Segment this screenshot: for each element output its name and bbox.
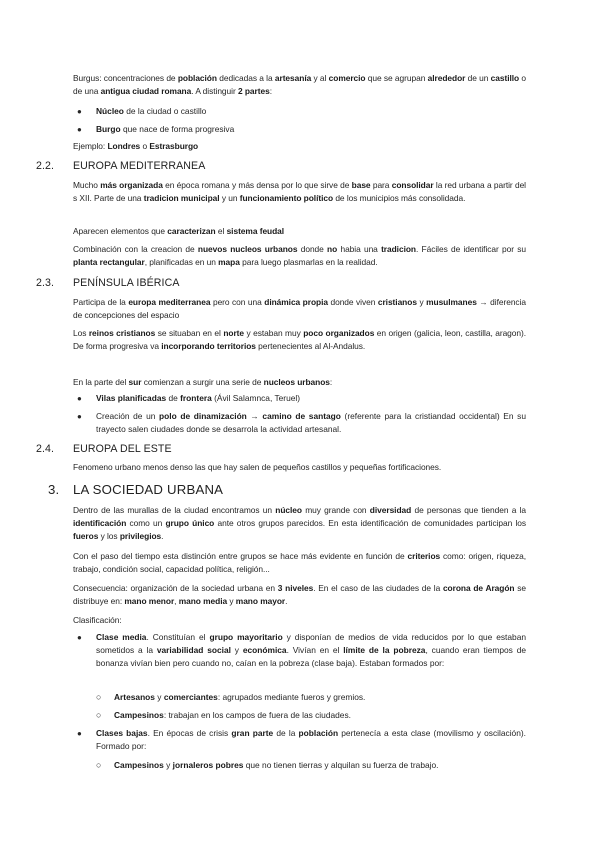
bold-text: Núcleo — [96, 106, 124, 116]
list-item-text — [96, 728, 526, 751]
bold-text: sistema feudal — [226, 226, 285, 236]
text-run: de los municipios más consolidada. — [333, 193, 466, 203]
text-run: y — [154, 692, 164, 702]
text-run: en época romana y más densa por lo que sirve de — [162, 180, 352, 190]
text-run: . Vivían en el — [286, 645, 344, 655]
paragraph — [73, 550, 526, 576]
bold-text: dinámica propia — [264, 297, 328, 307]
text-run: Combinación con la creacion de — [73, 244, 198, 254]
text-run: → diferencia de concepciones del espacio — [73, 297, 526, 320]
bold-text: Burgo — [96, 124, 121, 134]
bold-text: gran parte — [231, 728, 274, 738]
bold-text: no — [327, 244, 338, 254]
bold-text: población — [298, 728, 339, 738]
text-run: de la — [273, 728, 299, 738]
bold-text: mapa — [218, 257, 240, 267]
text-run: de — [166, 393, 181, 403]
list-item — [77, 123, 526, 136]
list-item-text — [96, 411, 526, 434]
paragraph — [73, 504, 526, 543]
paragraph: Clasificación: — [73, 615, 122, 625]
bold-text: nucleos urbanos — [263, 377, 330, 387]
section-number: 3. — [48, 482, 60, 497]
text-run: en origen (galicia, leon, castilla, aragon). De forma progresiva va — [73, 328, 527, 351]
bold-text: identificación — [73, 518, 127, 528]
list-item — [77, 105, 526, 118]
list-item-text — [96, 106, 206, 116]
list-item — [96, 709, 526, 722]
bullet-icon: ● — [77, 729, 82, 738]
section-title: PENÍNSULA IBÉRICA — [73, 277, 180, 289]
text-run: pertenecía a esta clase (movilismo y oscilación). Formado por: — [96, 728, 526, 751]
text-run: , planificadas en un — [144, 257, 219, 267]
section-title: EUROPA MEDITERRANEA — [73, 160, 206, 172]
text-run: pertenecientes al Al-Andalus. — [255, 341, 366, 351]
bold-text: consolidar — [391, 180, 434, 190]
paragraph — [73, 296, 526, 322]
paragraph — [73, 582, 526, 608]
text-run: y los — [98, 531, 120, 541]
text-run: Con el paso del tiempo esta distinción entre grupos se hace más evidente en función de — [73, 551, 408, 561]
list-item — [77, 631, 527, 670]
text-run: para luego plasmarlas en la realidad. — [239, 257, 378, 267]
text-run: que se agrupan — [365, 73, 428, 83]
bold-text: comercio — [328, 73, 366, 83]
text-run: Creación de un — [96, 411, 160, 421]
circle-bullet-icon: ○ — [96, 760, 102, 770]
text-run: : agrupados mediante fueros y gremios. — [217, 692, 366, 702]
text-run: . — [285, 596, 288, 606]
list-item-text — [96, 632, 526, 668]
list-item — [77, 410, 526, 436]
text-run: Aparecen elementos que — [73, 226, 168, 236]
burgus-paragraph — [73, 72, 526, 98]
text-run: Ejemplo: — [73, 141, 108, 151]
text-run: Burgus: concentraciones de — [73, 73, 178, 83]
text-run: comienzan a surgir una serie de — [141, 377, 264, 387]
text-run: , — [174, 596, 179, 606]
list-item-text — [96, 393, 300, 403]
text-run: y — [230, 645, 243, 655]
bold-text: núcleo — [275, 505, 302, 515]
bold-text: variabilidad social — [156, 645, 231, 655]
bold-text: poco organizados — [303, 328, 375, 338]
text-run: Participa de la — [73, 297, 129, 307]
bold-text: base — [351, 180, 371, 190]
bold-text: comerciantes — [163, 692, 218, 702]
bold-text: Campesinos — [114, 710, 164, 720]
text-run: Dentro de las murallas de la ciudad encontramos un — [73, 505, 276, 515]
text-run: Consecuencia: organización de la sociedad urbana en — [73, 583, 278, 593]
text-run: se situaban en el — [155, 328, 224, 338]
text-run: pero con una — [210, 297, 265, 307]
bold-text: nuevos nucleos urbanos — [197, 244, 298, 254]
circle-bullet-icon: ○ — [96, 710, 102, 720]
text-run: En la parte del — [73, 377, 129, 387]
text-run: como un — [126, 518, 166, 528]
paragraph — [73, 376, 526, 389]
text-run: el — [215, 226, 227, 236]
text-run: muy grande con — [301, 505, 370, 515]
text-run: donde viven — [327, 297, 378, 307]
bold-text: Campesinos — [114, 760, 164, 770]
bold-text: castillo — [490, 73, 520, 83]
bold-text: población — [177, 73, 217, 83]
text-run: para — [370, 180, 392, 190]
paragraph: Fenomeno urbano menos denso las que hay salen de pequeños castillos y pequeñas fortificaciones. — [73, 462, 442, 472]
text-run: o — [140, 141, 150, 151]
bold-text: funcionamiento político — [239, 193, 334, 203]
bold-text: 3 niveles — [277, 583, 314, 593]
bold-text: tradicion — [381, 244, 416, 254]
bullet-icon: ● — [77, 633, 82, 642]
bold-text: fueros — [73, 531, 99, 541]
list-item — [77, 727, 526, 753]
section-title: LA SOCIEDAD URBANA — [73, 482, 224, 497]
text-run: . En el caso de las ciudades de la — [313, 583, 443, 593]
text-run: : trabajan en los campos de fuera de las ciudades. — [163, 710, 351, 720]
bold-text: privilegios — [119, 531, 162, 541]
paragraph — [73, 179, 526, 205]
bold-text: artesanía — [274, 73, 312, 83]
text-run: y al — [311, 73, 329, 83]
bold-text: Clase media — [96, 632, 147, 642]
bold-text: Clases bajas — [96, 728, 148, 738]
text-run: habia una — [337, 244, 382, 254]
text-run: (referente para la cristiandad occidental) En su trayecto salen ciudades donde se desarrola la actividad artesanal. — [96, 411, 526, 434]
bold-text: mano mayor — [235, 596, 286, 606]
list-item-text — [114, 692, 365, 702]
list-item-text — [114, 710, 351, 720]
bold-text: corona de Aragón — [442, 583, 515, 593]
text-run: y — [416, 297, 427, 307]
list-item — [96, 691, 526, 704]
text-run: : — [269, 86, 272, 96]
list-item — [77, 392, 526, 405]
section-number: 2.4. — [36, 443, 55, 455]
paragraph — [73, 327, 526, 353]
bullet-icon: ● — [77, 107, 82, 116]
text-run: ante otros grupos parecidos. En esta identificación de comunidades participan los — [214, 518, 526, 528]
list-item-text — [96, 124, 234, 134]
text-run: la red urbana a partir del s XII. Parte de una — [73, 180, 526, 203]
text-run: Mucho — [73, 180, 101, 190]
bold-text: europa mediterranea — [128, 297, 211, 307]
bullet-icon: ● — [77, 125, 82, 134]
text-run: : — [329, 377, 333, 387]
bullet-icon: ● — [77, 412, 82, 421]
text-run: . — [161, 531, 164, 541]
bold-text: Estrasburgo — [149, 141, 199, 151]
text-run: , cuando eran tiempos de bonanza vivían bien pero cuando no, caían en la pobreza (clase baja). Estaban formados por: — [96, 645, 527, 668]
bullet-icon: ● — [77, 394, 82, 403]
bold-text: diversidad — [369, 505, 412, 515]
bold-text: tradicion municipal — [143, 193, 220, 203]
section-title: EUROPA DEL ESTE — [73, 443, 172, 455]
bold-text: Vilas planificadas — [96, 393, 167, 403]
text-run: . A distinguir — [191, 86, 238, 96]
text-run: . Fáciles de identificar por su — [415, 244, 526, 254]
bold-text: alrededor — [427, 73, 466, 83]
bold-text: musulmanes — [426, 297, 477, 307]
text-run: . Constituían el — [146, 632, 210, 642]
text-run: Los — [73, 328, 89, 338]
text-run: que no tienen tierras y alquilan su fuerza de trabajo. — [243, 760, 439, 770]
text-run: de personas que tienden a la — [411, 505, 526, 515]
text-run: donde — [297, 244, 328, 254]
bold-text: Artesanos — [114, 692, 155, 702]
text-run: y — [227, 596, 236, 606]
text-run: dedicadas a la — [216, 73, 275, 83]
bold-text: jornaleros pobres — [172, 760, 244, 770]
section-heading-2-4 — [36, 442, 172, 456]
paragraph — [73, 243, 526, 269]
text-run: que nace de forma progresiva — [120, 124, 235, 134]
list-item — [96, 759, 526, 772]
text-run: y estaban muy — [244, 328, 304, 338]
text-run: . En épocas de crisis — [147, 728, 232, 738]
bold-text: grupo mayoritario — [209, 632, 283, 642]
bold-text: norte — [223, 328, 245, 338]
text-run: y disponían de medios de vida reducidos por lo que estaban sometidos a la — [96, 632, 527, 655]
bold-text: sur — [128, 377, 142, 387]
section-heading-2-2 — [36, 159, 205, 173]
list-item-text — [114, 760, 438, 770]
bold-text: 2 partes — [237, 86, 270, 96]
bold-text: caracterizan — [167, 226, 216, 236]
bold-text: Londres — [107, 141, 141, 151]
text-run: y — [163, 760, 173, 770]
bold-text: límite de la pobreza — [343, 645, 426, 655]
bold-text: mano menor — [124, 596, 175, 606]
text-run: se distribuye en: — [73, 583, 526, 606]
text-run: o de una — [73, 73, 527, 96]
bold-text: frontera — [180, 393, 212, 403]
bold-text: cristianos — [377, 297, 417, 307]
bold-text: reinos cristianos — [88, 328, 156, 338]
section-heading-2-3 — [36, 276, 180, 290]
bold-text: planta rectangular — [73, 257, 145, 267]
bold-text: polo de dinamización → camino de santago — [159, 411, 341, 421]
bold-text: más organizada — [100, 180, 163, 190]
text-run: (Ávil Salamnca, Teruel) — [211, 393, 301, 403]
text-run: y un — [219, 193, 240, 203]
paragraph — [73, 225, 526, 238]
bold-text: grupo único — [165, 518, 215, 528]
text-run: como: origen, riqueza, trabajo, condición social, capacidad política, religión... — [73, 551, 527, 574]
bold-text: económica — [242, 645, 287, 655]
section-heading-3 — [48, 482, 223, 498]
text-run: de la ciudad o castillo — [123, 106, 207, 116]
bold-text: antigua ciudad romana — [100, 86, 192, 96]
bold-text: criterios — [407, 551, 441, 561]
section-number: 2.3. — [36, 277, 55, 289]
bold-text: incorporando territorios — [161, 341, 256, 351]
bold-text: mano media — [178, 596, 228, 606]
section-number: 2.2. — [36, 160, 55, 172]
circle-bullet-icon: ○ — [96, 692, 102, 702]
text-run: de un — [465, 73, 491, 83]
burgus-example — [73, 140, 526, 153]
